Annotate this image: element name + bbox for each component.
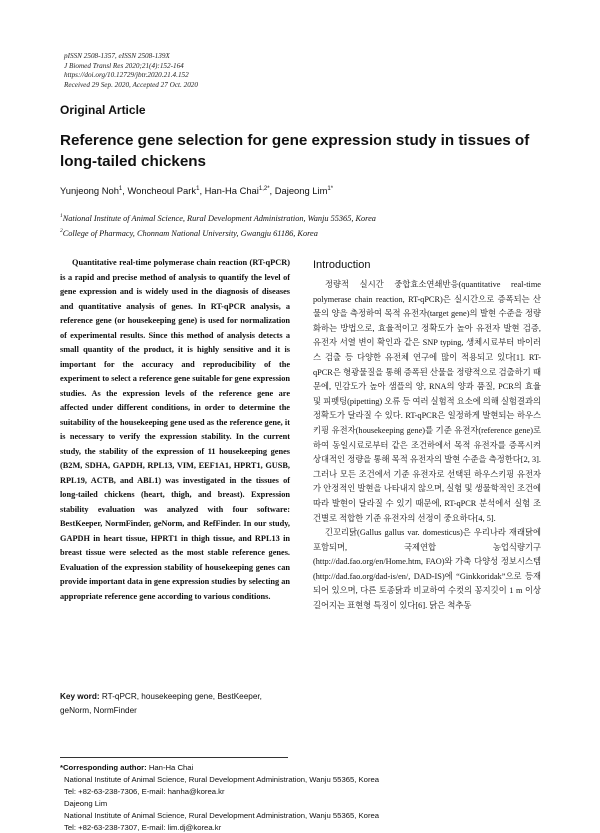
abstract: [60, 256, 290, 604]
article-type: Original Article: [60, 103, 146, 117]
corresponding-name: Dajeong Lim: [64, 798, 108, 808]
corresponding-label: *Corresponding author:: [60, 763, 147, 772]
corresponding-institution: National Institute of Animal Science, Rural Development Administration, Wanju 55365, Korea: [64, 774, 380, 784]
author-affiliation-mark: 1*: [327, 185, 334, 192]
dates-line: Received 29 Sep. 2020, Accepted 27 Oct. 2020: [64, 80, 198, 89]
author-name: Woncheoul Park: [127, 185, 197, 196]
corresponding-contact[interactable]: Tel: +82-63-238-7307, E-mail: lim.dj@korea.kr: [64, 822, 222, 832]
section-heading-introduction: Introduction: [313, 259, 371, 271]
author-list: Yunjeong Noh$^1$, Woncheoul Park$^1$, Han-Ha Chai$^{1,2*}$, Dajeong Lim$^{1*}$: [60, 185, 334, 196]
affiliation-line: $^2$College of Pharmacy, Chonnam National University, Gwangju 61186, Korea: [60, 228, 318, 239]
corresponding-author-note: [60, 762, 379, 833]
author-affiliation-mark: 1: [196, 185, 200, 192]
paper-title: Reference gene selection for gene expression study in tissues of long-tailed chickens: [60, 132, 530, 170]
corresponding-contact[interactable]: Tel: +82-63-238-7306, E-mail: hanha@korea.kr: [64, 786, 225, 796]
author-name: Han-Ha Chai: [204, 185, 259, 196]
introduction-body: [313, 278, 541, 614]
corresponding-author-line: [60, 762, 379, 774]
doi-link[interactable]: https://doi.org/10.12729/jbtr.2020.21.4.152: [64, 71, 189, 80]
introduction-paragraph: 긴꼬리닭(Gallus gallus var. domesticus)은 우리나라 재래닭에 포함되며, 국제연합 농업식량기구(http://dad.fao.org/en/Home.htm, FAO)와 가축 다양성 정보시스템(http://dad.fao.org/dad-is/en/, DAD-IS)에 “Ginkkoridak”으로 등재되어 있으며, 다른 토종닭과 비교하여 수컷의 꽁지깃이 1 m 이상 길어지는 표현형 특징이 있다[6]. 닭은 척추동: [313, 528, 541, 611]
footnote-divider: [60, 757, 288, 758]
journal-citation: J Biomed Transl Res 2020;21(4):152-164: [64, 61, 184, 70]
corresponding-name: Han-Ha Chai: [148, 763, 194, 772]
abstract-text: Quantitative real-time polymerase chain reaction (RT-qPCR) is a rapid and precise method of analysis to quantify the level of gene expression and is widely used in the diagnosis of diseases and quantitative analysis of genes. In RT-qPCR analysis, a reference gene (or housekeeping gene) is used for normalization of experimental results. Since this method of analysis detects a small quantity of the product, it is highly sensitive and it is important for the accuracy and reproducibility of the experiment to select a reference gene suitable for gene expression studies. As the expression levels of the reference gene are affected under different conditions, in order to determine the suitability of the housekeeping gene used as the reference gene, it is necessary to verify the expression stability. In the current study, the stability of the expression of 11 housekeeping genes (B2M, SDHA, GAPDH, RPL13, VIM, EEF1A1, HPRT1, GUSB, RPL19, ACTB, and ABL1) was investigated in the tissues of long-tailed chickens (heart, thigh, and breast). Expression stability evaluation was analyzed with four software: BestKeeper, NormFinder, geNorm, and RefFinder. In our study, GAPDH in heart tissue, HPRT1 in thigh tissue, and RPL13 in breast tissue were selected as the most stable reference genes. Evaluation of the expression stability of housekeeping genes can provide important data in gene expression studies by selecting an appropriate reference gene according to various conditions.: [60, 258, 290, 601]
author-affiliation-mark: 1,2*: [258, 185, 270, 192]
affiliation-line: $^1$National Institute of Animal Science, Rural Development Administration, Wanju 55365, Korea: [60, 213, 376, 223]
affiliations: [60, 210, 376, 241]
author-name: Dajeong Lim: [274, 185, 328, 196]
introduction-paragraph: 정량적 실시간 중합효소연쇄반응(quantitative real-time polymerase chain reaction, RT-qPCR)은 실시간으로 증폭되는 산물의 양을 측정하여 목적 유전자(target gene)의 발현 수준을 정량화하는 방법으로, 효율적이고 정확도가 높아 유전자 발현 검증, 유전자 서열 변이 확인과 같은 SNP typing, 생체시료부터 바이러스 검출 등 다양한 유전체 연구에 많이 적용되고 있다[1]. RT-qPCR은 형광물질을 통해 증폭된 산물을 정량적으로 검출하기 때문에, 민감도가 높아 샘플의 양, RNA의 양과 품질, PCR의 효율 및 피펫팅(pipetting) 오류 등 여러 실험적 요소에 의해 실험결과의 정확도가 달라질 수 있다. RT-qPCR은 일정하게 발현되는 하우스키핑 유전자(housekeeping gene)를 기준 유전자(reference gene)로 하여 동일시료로부터 같은 조건하에서 목적 유전자를 증폭시켜 상대적인 정량을 통해 목적 유전자의 발현 수준을 측정한다[2, 3]. 그러나 모든 조건에서 기준 유전자로 선택된 하우스키핑 유전자가 안정적인 발현을 나타내지 않으며, 실험 및 생물학적인 조건에 따라 발현이 달라질 수 있기 때문에, RT-qPCR 분석에서 실험 조건별로 적합한 기준 유전자의 선정이 중요하다[4, 5].: [313, 280, 541, 523]
author-name: Yunjeong Noh: [60, 185, 119, 196]
corresponding-institution: National Institute of Animal Science, Rural Development Administration, Wanju 55365, Korea: [64, 810, 380, 820]
keywords-label: Key word:: [60, 692, 100, 701]
keywords-text: RT-qPCR, housekeeping gene, BestKeeper, geNorm, NormFinder: [60, 692, 262, 715]
issn-line: pISSN 2508-1357, eISSN 2508-139X: [64, 52, 170, 60]
keywords: [60, 690, 290, 717]
author-affiliation-mark: 1: [118, 185, 123, 192]
journal-header: [64, 52, 198, 90]
